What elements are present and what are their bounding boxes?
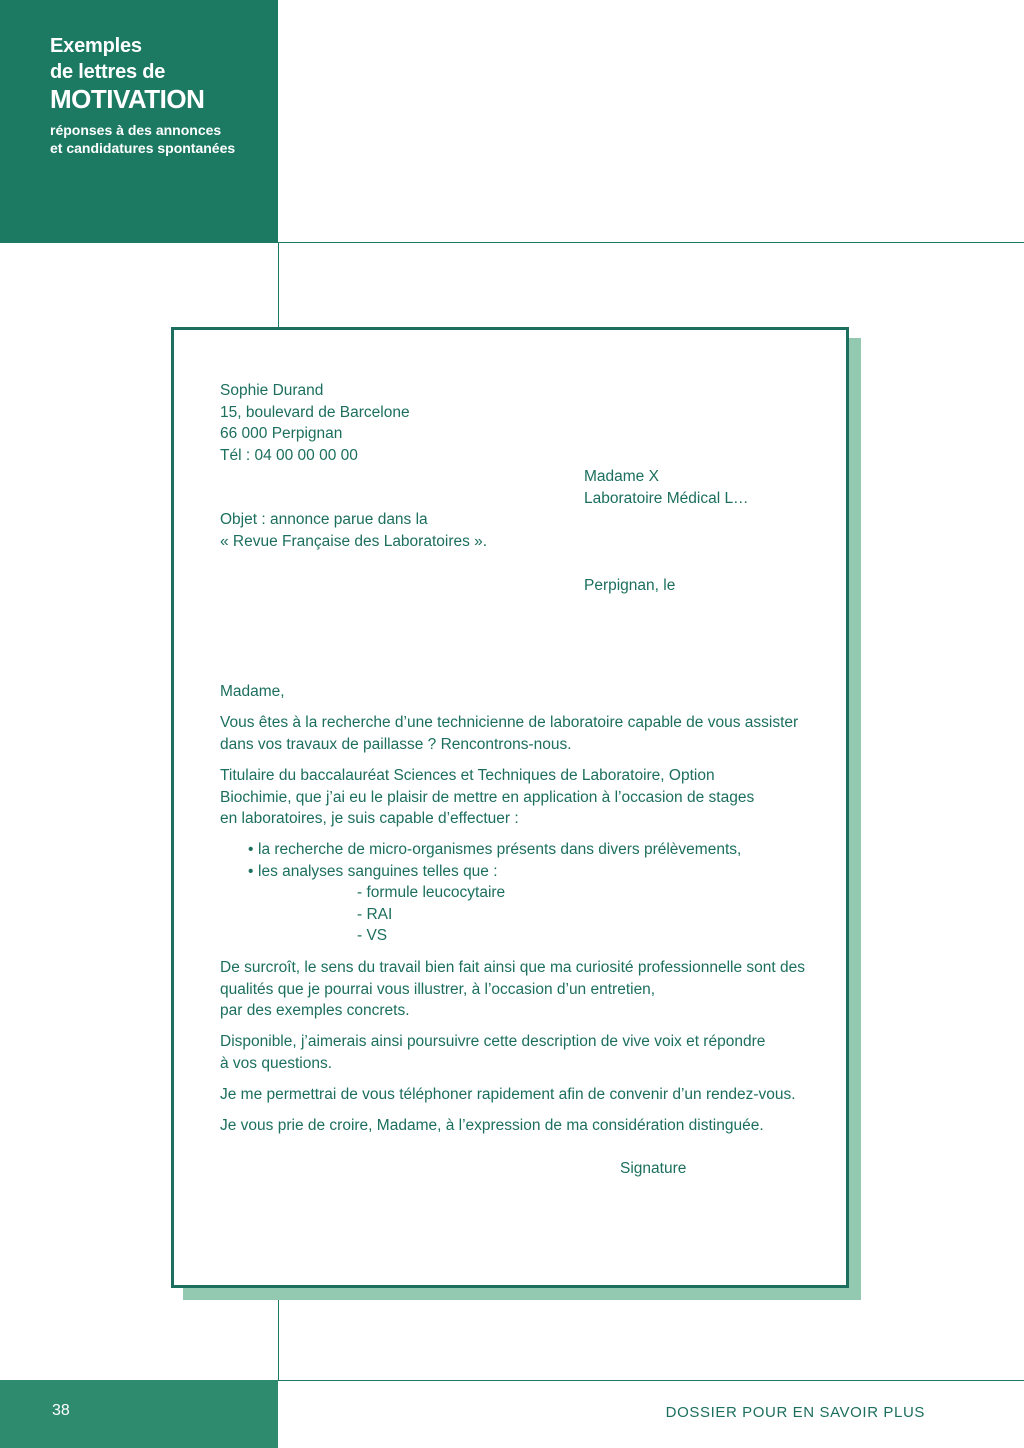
sender-address — [220, 380, 810, 466]
guide-line-bottom — [278, 1291, 279, 1381]
recipient-company: Laboratoire Médical L… — [584, 489, 749, 507]
paragraph-1 — [220, 712, 810, 755]
header-title-line1: Exemples — [50, 35, 142, 57]
paragraph-3-line3: par des exemples concrets. — [220, 1002, 410, 1019]
signature: Signature — [620, 1160, 687, 1177]
paragraph-4 — [220, 1031, 810, 1074]
paragraph-3-line1: De surcroît, le sens du travail bien fait ainsi que ma curiosité professionnelle sont des — [220, 959, 805, 976]
paragraph-2-line2: Biochimie, que j’ai eu le plaisir de mettre en application à l’occasion de stages — [220, 788, 755, 806]
place-date: Perpignan, le — [584, 577, 676, 594]
header-title-line2: de lettres de — [50, 61, 166, 83]
sender-name: Sophie Durand — [220, 382, 324, 399]
header-divider-horizontal — [278, 242, 1024, 243]
header-subtitle-line2: et candidatures spontanées — [50, 140, 236, 156]
footer-divider — [278, 1380, 1024, 1381]
header-divider-vertical — [277, 0, 278, 243]
guide-line-top — [278, 243, 279, 328]
bullet-dot-icon: • — [248, 863, 254, 880]
sender-street: 15, boulevard de Barcelone — [220, 403, 410, 421]
subject-line1: Objet : annonce parue dans la — [220, 511, 428, 528]
paragraph-5: Je me permettrai de vous téléphoner rapidement afin de convenir d’un rendez-vous. — [220, 1086, 796, 1103]
header-block — [0, 0, 278, 243]
bullet-item-1 — [248, 839, 742, 861]
footer-title: DOSSIER POUR EN SAVOIR PLUS — [665, 1404, 925, 1421]
header-subtitle — [50, 121, 235, 157]
subject-line2: « Revue Française des Laboratoires ». — [220, 532, 488, 550]
bullet-item-2 — [248, 861, 498, 883]
header-title-main: MOTIVATION — [50, 84, 205, 114]
paragraph-1-line2: dans vos travaux de paillasse ? Rencontrons-nous. — [220, 735, 572, 753]
sender-phone: Tél : 04 00 00 00 00 — [220, 446, 358, 464]
paragraph-3 — [220, 957, 810, 1022]
recipient-address — [584, 466, 749, 509]
paragraph-3-line2: qualités que je pourrai vous illustrer, à l’occasion d’un entretien, — [220, 980, 656, 998]
paragraph-6: Je vous prie de croire, Madame, à l’expression de ma considération distinguée. — [220, 1117, 764, 1134]
bullet-text-1: la recherche de micro-organismes présents dans divers prélèvements, — [258, 841, 742, 858]
letter-frame — [171, 327, 849, 1288]
subitem-1: - formule leucocytaire — [357, 884, 506, 901]
header-subtitle-line1: réponses à des annonces — [50, 122, 222, 138]
subitem-2: - RAI — [357, 906, 393, 923]
sender-city: 66 000 Perpignan — [220, 425, 343, 442]
recipient-name: Madame X — [584, 468, 659, 485]
paragraph-4-line2: à vos questions. — [220, 1054, 333, 1072]
paragraph-2-line3: en laboratoires, je suis capable d’effectuer : — [220, 810, 519, 827]
greeting: Madame, — [220, 683, 285, 700]
paragraph-4-line1: Disponible, j’aimerais ainsi poursuivre cette description de vive voix et répondre — [220, 1033, 766, 1050]
bullet-dot-icon: • — [248, 841, 254, 858]
paragraph-2 — [220, 765, 810, 830]
page-number: 38 — [52, 1402, 70, 1419]
subitem-3: - VS — [357, 927, 388, 944]
letter-subject — [220, 509, 810, 552]
paragraph-2-line1: Titulaire du baccalauréat Sciences et Techniques de Laboratoire, Option — [220, 767, 715, 784]
bullet-text-2: les analyses sanguines telles que : — [258, 863, 498, 880]
footer-page-block — [0, 1380, 278, 1448]
paragraph-1-line1: Vous êtes à la recherche d’une technicienne de laboratoire capable de vous assister — [220, 714, 799, 731]
